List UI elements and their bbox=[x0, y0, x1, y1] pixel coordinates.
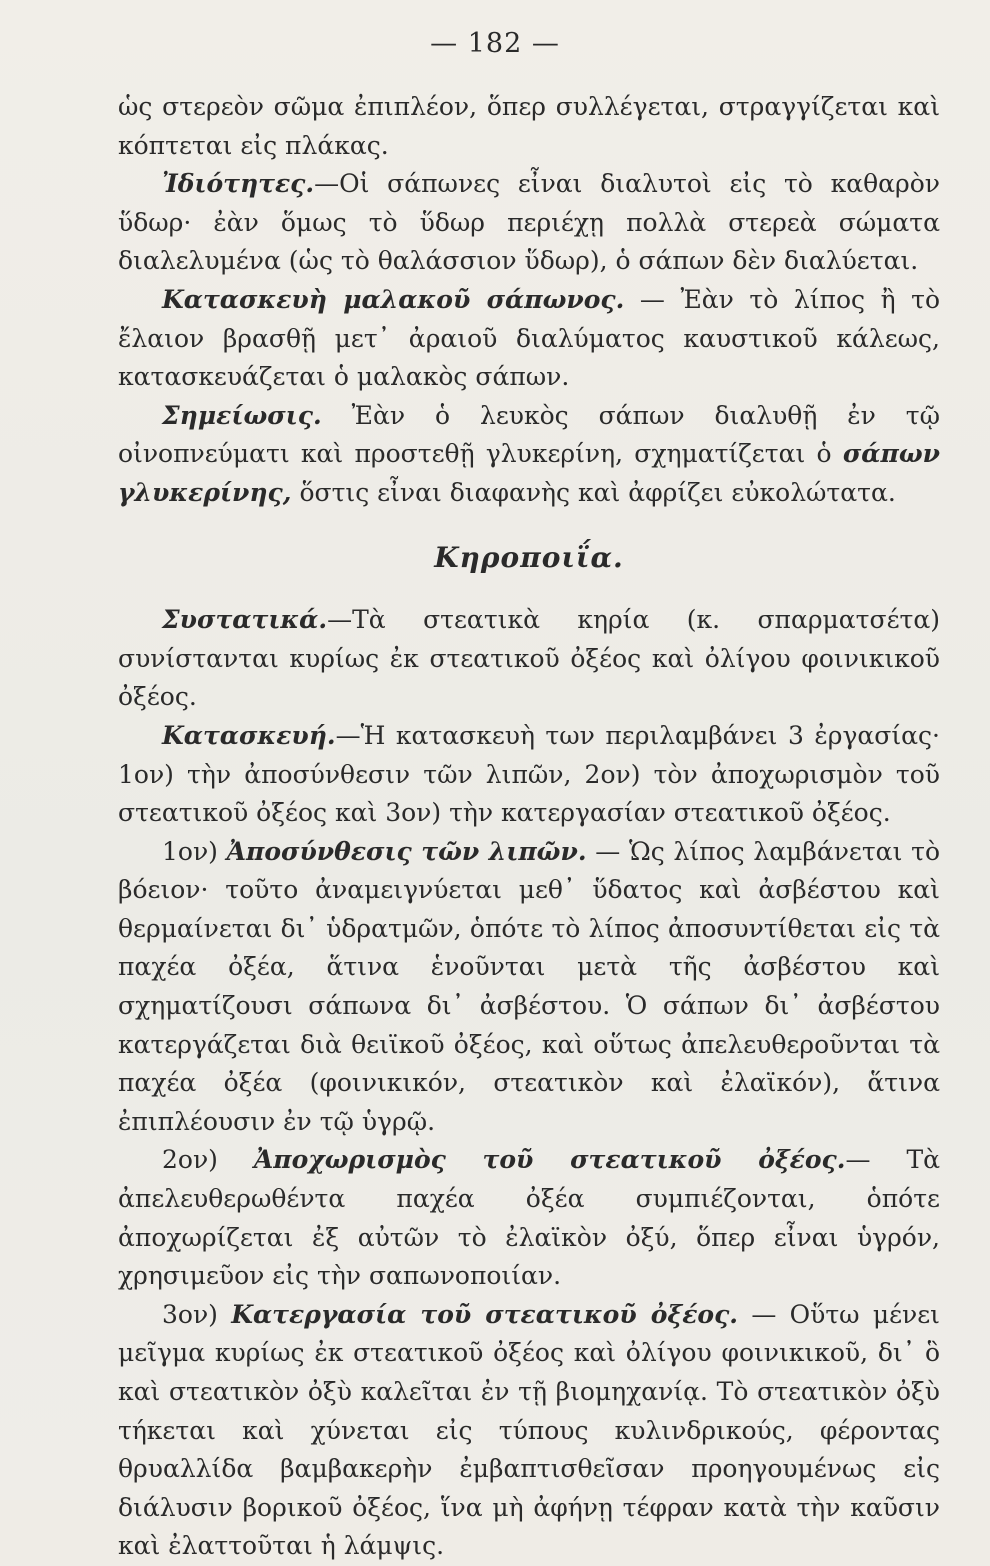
paragraph-step-1 bbox=[118, 833, 940, 1142]
step-number: 1ον) bbox=[162, 836, 227, 866]
page-body bbox=[118, 88, 940, 1566]
emphasis-term: σάπων γλυκερίνης, bbox=[118, 439, 940, 507]
paragraph-soft-soap bbox=[118, 281, 940, 397]
paragraph-text: —Οἱ σάπωνες εἶναι διαλυτοὶ εἰς τὸ καθαρὸν ὕδωρ· ἐὰν ὅμως τὸ ὕδωρ περιέχῃ πολλὰ στερεὰ σώματα διαλελυμένα (ὡς τὸ θαλάσσιον ὕδωρ), ὁ σάπων δὲν διαλύεται. bbox=[118, 169, 940, 276]
paragraph-manufacture bbox=[118, 717, 940, 833]
paragraph-intro bbox=[118, 88, 940, 165]
step-number: 3ον) bbox=[162, 1299, 232, 1329]
step-number: 2ον) bbox=[162, 1145, 254, 1175]
paragraph-heading: Ἀποχωρισμὸς τοῦ στεατικοῦ ὀξέος. bbox=[253, 1145, 846, 1175]
paragraph-ingredients bbox=[118, 601, 940, 717]
paragraph-text-tail: ὅστις εἶναι διαφανὴς καὶ ἀφρίζει εὐκολώτατα. bbox=[291, 477, 896, 507]
paragraph-heading: Κατεργασία τοῦ στεατικοῦ ὀξέος. bbox=[231, 1299, 739, 1329]
paragraph-text: —Τὰ στεατικὰ κηρία (κ. σπαρματσέτα) συνίστανται κυρίως ἐκ στεατικοῦ ὀξέος καὶ ὀλίγου φοινικικοῦ ὀξέος. bbox=[118, 605, 940, 712]
paragraph-text: Ἐὰν ὁ λευκὸς σάπων διαλυθῇ ἐν τῷ οἰνοπνεύματι καὶ προστεθῇ γλυκερίνη, σχηματίζεται ὁ bbox=[118, 400, 940, 469]
paragraph-heading: Κατασκευὴ μαλακοῦ σάπωνος. bbox=[162, 284, 625, 314]
paragraph-step-2 bbox=[118, 1141, 940, 1295]
section-title: Κηροποιΐα. bbox=[434, 540, 624, 574]
paragraph-text: — Οὕτω μένει μεῖγμα κυρίως ἐκ στεατικοῦ ὀξέος καὶ ὀλίγου φοινικικοῦ, δι᾿ ὃ καὶ στεατικὸν ὀξὺ καλεῖται ἐν τῇ βιομηχανίᾳ. Τὸ στεατικὸν ὀξὺ τήκεται καὶ χύνεται εἰς τύπους κυλινδρικούς, φέροντας θρυαλλίδα βαμβακερὴν ἐμβαπτισθεῖσαν προηγουμένως εἰς διάλυσιν βορικοῦ ὀξέος, ἵνα μὴ ἀφήνῃ τέφραν κατὰ τὴν καῦσιν καὶ ἐλαττοῦται ἡ λάμψις. bbox=[118, 1299, 940, 1561]
paragraph-heading: Συστατικά. bbox=[162, 605, 328, 635]
paragraph-note bbox=[118, 397, 940, 513]
paragraph-text: —Ἡ κατασκευὴ των περιλαμβάνει 3 ἐργασίας· 1ον) τὴν ἀποσύνθεσιν τῶν λιπῶν, 2ον) τὸν ἀποχωρισμὸν τοῦ στεατικοῦ ὀξέος καὶ 3ον) τὴν κατεργασίαν στεατικοῦ ὀξέος. bbox=[118, 720, 940, 828]
paragraph-heading: Σημείωσις. bbox=[162, 400, 322, 430]
paragraph-text: — Ὡς λίπος λαμβάνεται τὸ βόειον· τοῦτο ἀναμειγνύεται μεθ᾿ ὕδατος καὶ ἀσβέστου καὶ θερμαίνεται δι᾿ ὑδρατμῶν, ὁπότε τὸ λίπος ἀποσυντίθεται εἰς τὰ παχέα ὀξέα, ἅτινα ἑνοῦνται μετὰ τῆς ἀσβέστου καὶ σχηματίζουσι σάπωνα δι᾿ ἀσβέστου. Ὁ σάπων δι᾿ ἀσβέστου κατεργάζεται διὰ θειϊκοῦ ὀξέος, καὶ οὕτως ἀπελευθεροῦνται τὰ παχέα ὀξέα (φοινικικόν, στεατικὸν καὶ ἐλαϊκόν), ἅτινα ἐπιπλέουσιν ἐν τῷ ὑγρῷ. bbox=[118, 836, 940, 1136]
paragraph-heading: Ἰδιότητες. bbox=[162, 169, 315, 199]
paragraph-properties bbox=[118, 165, 940, 281]
paragraph-heading: Κατασκευή. bbox=[162, 720, 336, 750]
paragraph-heading: Ἀποσύνθεσις τῶν λιπῶν. bbox=[226, 836, 587, 866]
page-number: — 182 — bbox=[430, 28, 560, 59]
paragraph-text: ὡς στερεὸν σῶμα ἐπιπλέον, ὅπερ συλλέγεται, στραγγίζεται καὶ κόπτεται εἰς πλάκας. bbox=[118, 92, 940, 160]
paragraph-text: — Τὰ ἀπελευθερωθέντα παχέα ὀξέα συμπιέζονται, ὁπότε ἀποχωρίζεται ἐξ αὐτῶν τὸ ἐλαϊκὸν ὀξύ, ὅπερ εἶναι ὑγρόν, χρησιμεῦον εἰς τὴν σαπωνοποιίαν. bbox=[118, 1145, 940, 1291]
paragraph-step-3 bbox=[118, 1296, 940, 1566]
paragraph-text: — Ἐὰν τὸ λίπος ἢ τὸ ἔλαιον βρασθῇ μετ᾿ ἀραιοῦ διαλύματος καυστικοῦ κάλεως, κατασκευάζεται ὁ μαλακὸς σάπων. bbox=[118, 284, 940, 392]
